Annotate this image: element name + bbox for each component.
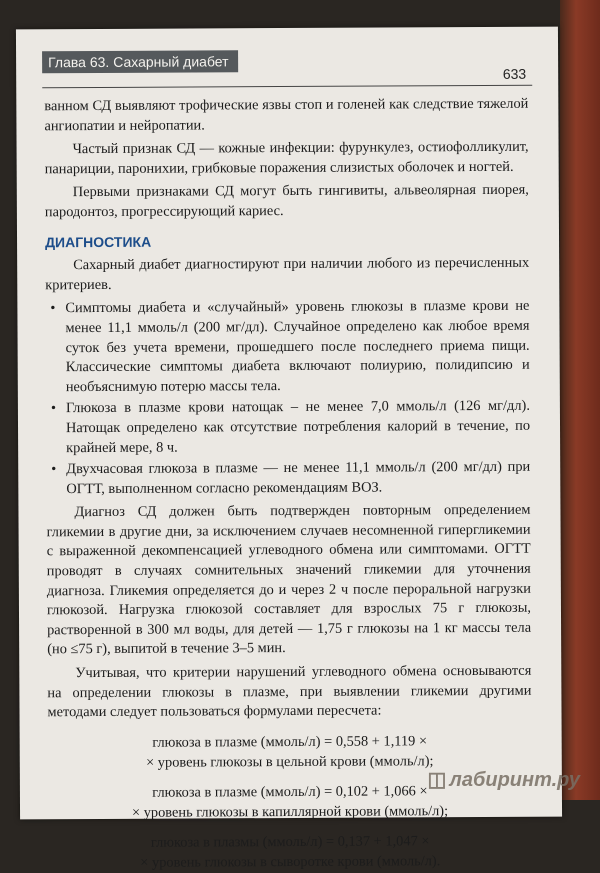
chapter-title: Глава 63. Сахарный диабет xyxy=(42,50,239,73)
paragraph: Частый признак СД — кожные инфекции: фурункулез, остиофолликулит, панариции, паронихии, грибковые поражения слизистых оболочек и ногтей. xyxy=(44,138,529,178)
watermark xyxy=(428,767,580,792)
list-item: • Симптомы диабета и «случайный» уровень глюкозы в плазме крови не менее 11,1 ммоль/л (200 мг/дл). Случайное определено как любое время суток без учета времени, прошедшего после последнего приема пищи. Классические симптомы диабета включают полиурию, полидипсию и необъяснимую потерю массы тела. xyxy=(45,297,530,398)
formula-line: глюкоза в плазмы (ммоль/л) = 0,137 + 1,047 × xyxy=(150,833,430,851)
formula-line: глюкоза в плазме (ммоль/л) = 0,558 + 1,119 × xyxy=(152,733,428,751)
page-header xyxy=(42,49,532,92)
header-rule xyxy=(42,85,532,89)
formula-line: × уровень глюкозы в цельной крови (ммоль/л); xyxy=(146,753,434,771)
paragraph: Учитывая, что критерии нарушений углеводного обмена основываются на определении глюкозы в плазме, при выявлении гликемии другими методами следует пользоваться формулами пересчета: xyxy=(47,662,532,721)
paragraph: Диагноз СД должен быть подтвержден повторным определением гликемии в другие дни, за исключением случаев несомненной гипергликемии с выраженной декомпенсацией углеводного обмена или симптомами. ОГТТ проводят в случаях сомнительных значений гликемии для уточнения диагноза. Гликемия определяется до и через 2 ч после пероральной нагрузки глюкозой. Нагрузка глюкозой составляет для взрослых 75 г глюкозы, растворенной в 300 мл воды, для детей — 1,75 г глюкозы на 1 кг массы тела (но ≤75 г), выпитой в течение 3–5 мин. xyxy=(46,502,532,658)
labyrinth-logo-icon: ◫ xyxy=(427,769,447,791)
book-spine xyxy=(560,0,600,800)
formula-line: глюкоза в плазме (ммоль/л) = 0,102 + 1,066 × xyxy=(152,783,428,801)
criteria-list xyxy=(45,297,530,499)
paragraph: Первыми признаками СД могут быть гингивиты, альвеолярная пиорея, пародонтоз, прогрессирующий кариес. xyxy=(44,182,529,221)
paragraph: ванном СД выявляют трофические язвы стоп и голеней как следствие тяжелой ангиопатии и нейропатии. xyxy=(44,95,529,134)
intro-paragraph: Сахарный диабет диагностируют при наличии любого из перечисленных критериев. xyxy=(45,254,530,294)
page-number: 633 xyxy=(502,65,527,82)
watermark-text: лабиринт.ру xyxy=(449,769,580,791)
formula-line: × уровень глюкозы в сыворотке крови (ммоль/л). xyxy=(140,853,441,871)
section-title: ДИАГНОСТИКА xyxy=(45,233,152,250)
formula xyxy=(48,831,532,873)
list-item: • Двухчасовая глюкоза в плазме — не менее 11,1 ммоль/л (200 мг/дл) при ОГТТ, выполненном согласно рекомендациям ВОЗ. xyxy=(46,458,530,500)
list-item: • Глюкоза в плазме крови натощак – не менее 7,0 ммоль/л (126 мг/дл). Натощак определено как отсутствие потребления калорий в течение, по крайней мере, 8 ч. xyxy=(46,397,530,458)
formula-line: × уровень глюкозы в капиллярной крови (ммоль/л); xyxy=(131,802,449,821)
page-content xyxy=(44,95,532,873)
book-page xyxy=(16,27,562,871)
